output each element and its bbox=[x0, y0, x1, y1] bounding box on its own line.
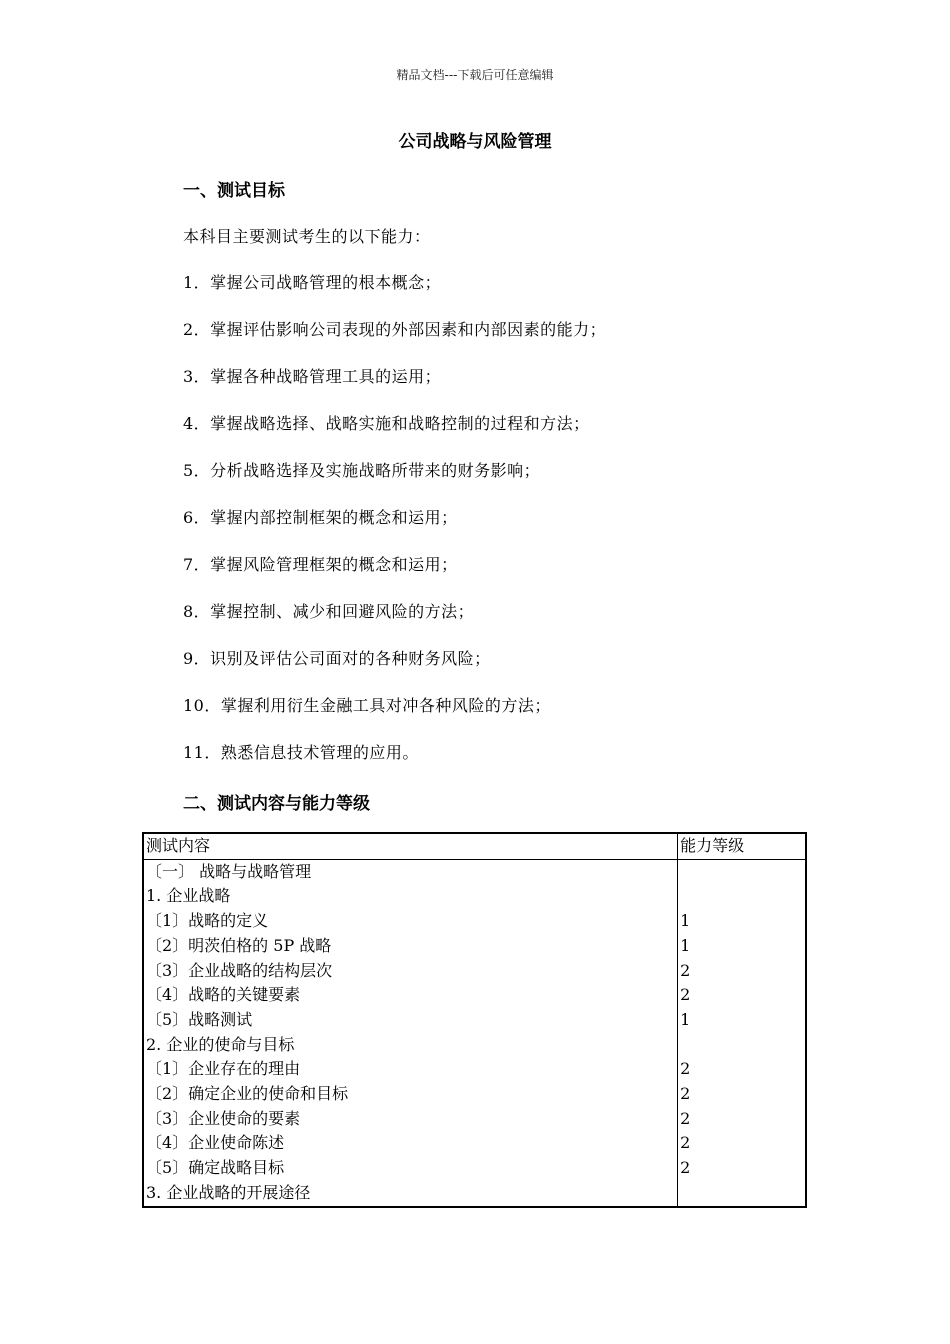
table-row bbox=[143, 1008, 806, 1033]
table-cell-content: 3. 企业战略的开展途径 bbox=[143, 1181, 678, 1207]
table-cell-content: 〔一〕 战略与战略管理 bbox=[143, 859, 678, 884]
table-cell-content: 〔2〕确定企业的使命和目标 bbox=[143, 1082, 678, 1107]
table-cell-level: 2 bbox=[680, 1108, 691, 1128]
table-cell-content: 〔5〕战略测试 bbox=[143, 1008, 678, 1033]
section-heading-content: 二、测试内容与能力等级 bbox=[183, 794, 370, 814]
list-item: 3．掌握各种战略管理工具的运用； bbox=[183, 367, 442, 386]
table-row bbox=[143, 1131, 806, 1156]
table-cell-content: 2. 企业的使命与目标 bbox=[143, 1033, 678, 1058]
list-item: 8．掌握控制、减少和回避风险的方法； bbox=[183, 602, 475, 621]
table-cell-level: 2 bbox=[680, 985, 691, 1005]
table-header-row bbox=[143, 833, 806, 859]
table-cell-content: 〔4〕战略的关键要素 bbox=[143, 983, 678, 1008]
table-row bbox=[143, 959, 806, 984]
table-row bbox=[143, 1082, 806, 1107]
table-cell-content: 〔3〕企业战略的结构层次 bbox=[143, 959, 678, 984]
table-cell-level: 1 bbox=[680, 935, 691, 955]
table-cell-level: 2 bbox=[680, 960, 691, 980]
table-cell-content: 〔3〕企业使命的要素 bbox=[143, 1107, 678, 1132]
table-cell-content: 〔5〕确定战略目标 bbox=[143, 1156, 678, 1181]
content-table bbox=[142, 832, 807, 1208]
table-cell-level: 1 bbox=[680, 1009, 691, 1029]
page-header: 精品文档---下载后可任意编辑 bbox=[396, 68, 554, 82]
list-item: 11．熟悉信息技术管理的应用。 bbox=[183, 743, 419, 762]
table-row bbox=[143, 1181, 806, 1207]
table-row bbox=[143, 884, 806, 909]
table-row bbox=[143, 909, 806, 934]
list-item: 10．掌握利用衍生金融工具对冲各种风险的方法； bbox=[183, 696, 551, 715]
table-cell-level bbox=[678, 859, 806, 884]
table-row bbox=[143, 934, 806, 959]
table-row bbox=[143, 983, 806, 1008]
table-cell-level bbox=[678, 1033, 806, 1058]
document-title: 公司战略与风险管理 bbox=[398, 132, 552, 152]
list-item: 9．识别及评估公司面对的各种财务风险； bbox=[183, 649, 491, 668]
column-header-content: 测试内容 bbox=[143, 833, 678, 859]
list-item: 2．掌握评估影响公司表现的外部因素和内部因素的能力； bbox=[183, 320, 607, 339]
table-row bbox=[143, 1057, 806, 1082]
table-cell-level bbox=[678, 1181, 806, 1207]
table-cell-level: 2 bbox=[680, 1158, 691, 1178]
table-cell-level: 2 bbox=[680, 1133, 691, 1153]
table-cell-level: 2 bbox=[680, 1084, 691, 1104]
list-item: 1．掌握公司战略管理的根本概念； bbox=[183, 273, 442, 292]
column-header-level: 能力等级 bbox=[678, 833, 806, 859]
list-item: 4．掌握战略选择、战略实施和战略控制的过程和方法； bbox=[183, 414, 590, 433]
table-cell-content: 〔2〕明茨伯格的 5P 战略 bbox=[143, 934, 678, 959]
intro-text: 本科目主要测试考生的以下能力： bbox=[183, 227, 431, 246]
table-row bbox=[143, 1107, 806, 1132]
table-cell-content: 〔4〕企业使命陈述 bbox=[143, 1131, 678, 1156]
list-item: 7．掌握风险管理框架的概念和运用； bbox=[183, 555, 458, 574]
table-cell-content: 〔1〕企业存在的理由 bbox=[143, 1057, 678, 1082]
table-cell-level: 1 bbox=[680, 911, 691, 931]
table-cell-level bbox=[678, 884, 806, 909]
table-row bbox=[143, 1156, 806, 1181]
table-row bbox=[143, 1033, 806, 1058]
list-item: 5．分析战略选择及实施战略所带来的财务影响； bbox=[183, 461, 541, 480]
table-cell-content: 〔1〕战略的定义 bbox=[143, 909, 678, 934]
table-cell-content: 1. 企业战略 bbox=[143, 884, 678, 909]
table-cell-level: 2 bbox=[680, 1059, 691, 1079]
section-heading-objectives: 一、测试目标 bbox=[183, 181, 285, 201]
table-row bbox=[143, 859, 806, 884]
list-item: 6．掌握内部控制框架的概念和运用； bbox=[183, 508, 458, 527]
